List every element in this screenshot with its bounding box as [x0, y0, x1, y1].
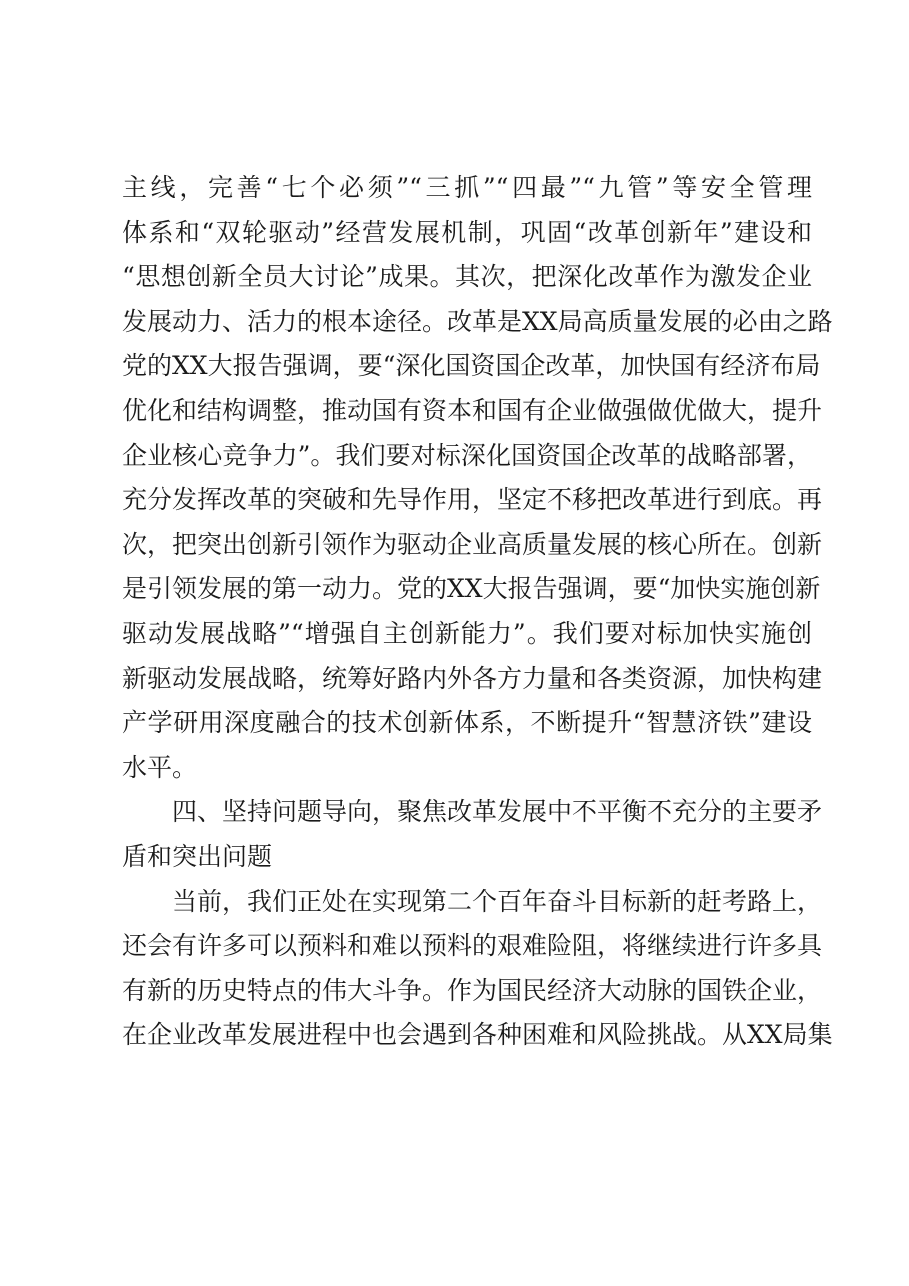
document-body — [122, 166, 833, 1058]
text-line: 新驱动发展战略，统筹好路内外各方力量和各类资源，加快构建 — [122, 663, 823, 693]
heading-line: 盾和突出问题 — [122, 841, 273, 871]
section-heading — [122, 790, 823, 879]
text-line: 企业核心竞争力”。我们要对标深化国资国企改革的战略部署， — [122, 440, 812, 470]
paragraph-1 — [122, 166, 833, 790]
text-line: 还会有许多可以预料和难以预料的艰难险阻，将继续进行许多具 — [122, 931, 823, 961]
text-line: 在企业改革发展进程中也会遇到各种困难和风险挑战。从XX局集 — [122, 1020, 833, 1050]
text-line: 是引领发展的第一动力。党的XX大报告强调，要“加快实施创新 — [122, 574, 821, 604]
text-line: 优化和结构调整，推动国有资本和国有企业做强做优做大，提升 — [122, 395, 823, 425]
text-line: 有新的历史特点的伟大斗争。作为国民经济大动脉的国铁企业， — [122, 975, 823, 1005]
text-line: 驱动发展战略”“增强自主创新能力”。我们要对标加快实施创 — [122, 618, 812, 648]
paragraph-2 — [122, 880, 833, 1058]
text-line: 党的XX大报告强调，要“深化国资国企改革，加快国有经济布局 — [122, 351, 821, 381]
text-line: 当前，我们正处在实现第二个百年奋斗目标新的赶考路上， — [172, 886, 823, 916]
text-line: “思想创新全员大讨论”成果。其次，把深化改革作为激发企业 — [122, 262, 812, 292]
text-line: 体系和“双轮驱动”经营发展机制，巩固“改革创新年”建设和 — [122, 217, 812, 247]
text-line: 充分发挥改革的突破和先导作用，坚定不移把改革进行到底。再 — [122, 485, 823, 515]
text-line: 产学研用深度融合的技术创新体系，不断提升“智慧济铁”建设 — [122, 708, 812, 738]
text-line: 发展动力、活力的根本途径。改革是XX局高质量发展的必由之路 — [122, 306, 833, 336]
text-line: 次，把突出创新引领作为驱动企业高质量发展的核心所在。创新 — [122, 529, 823, 559]
text-line: 主线，完善“七个必须”“三抓”“四最”“九管”等安全管理 — [122, 173, 812, 202]
text-line: 水平。 — [122, 752, 198, 782]
heading-line: 四、坚持问题导向，聚焦改革发展中不平衡不充分的主要矛 — [172, 797, 823, 827]
